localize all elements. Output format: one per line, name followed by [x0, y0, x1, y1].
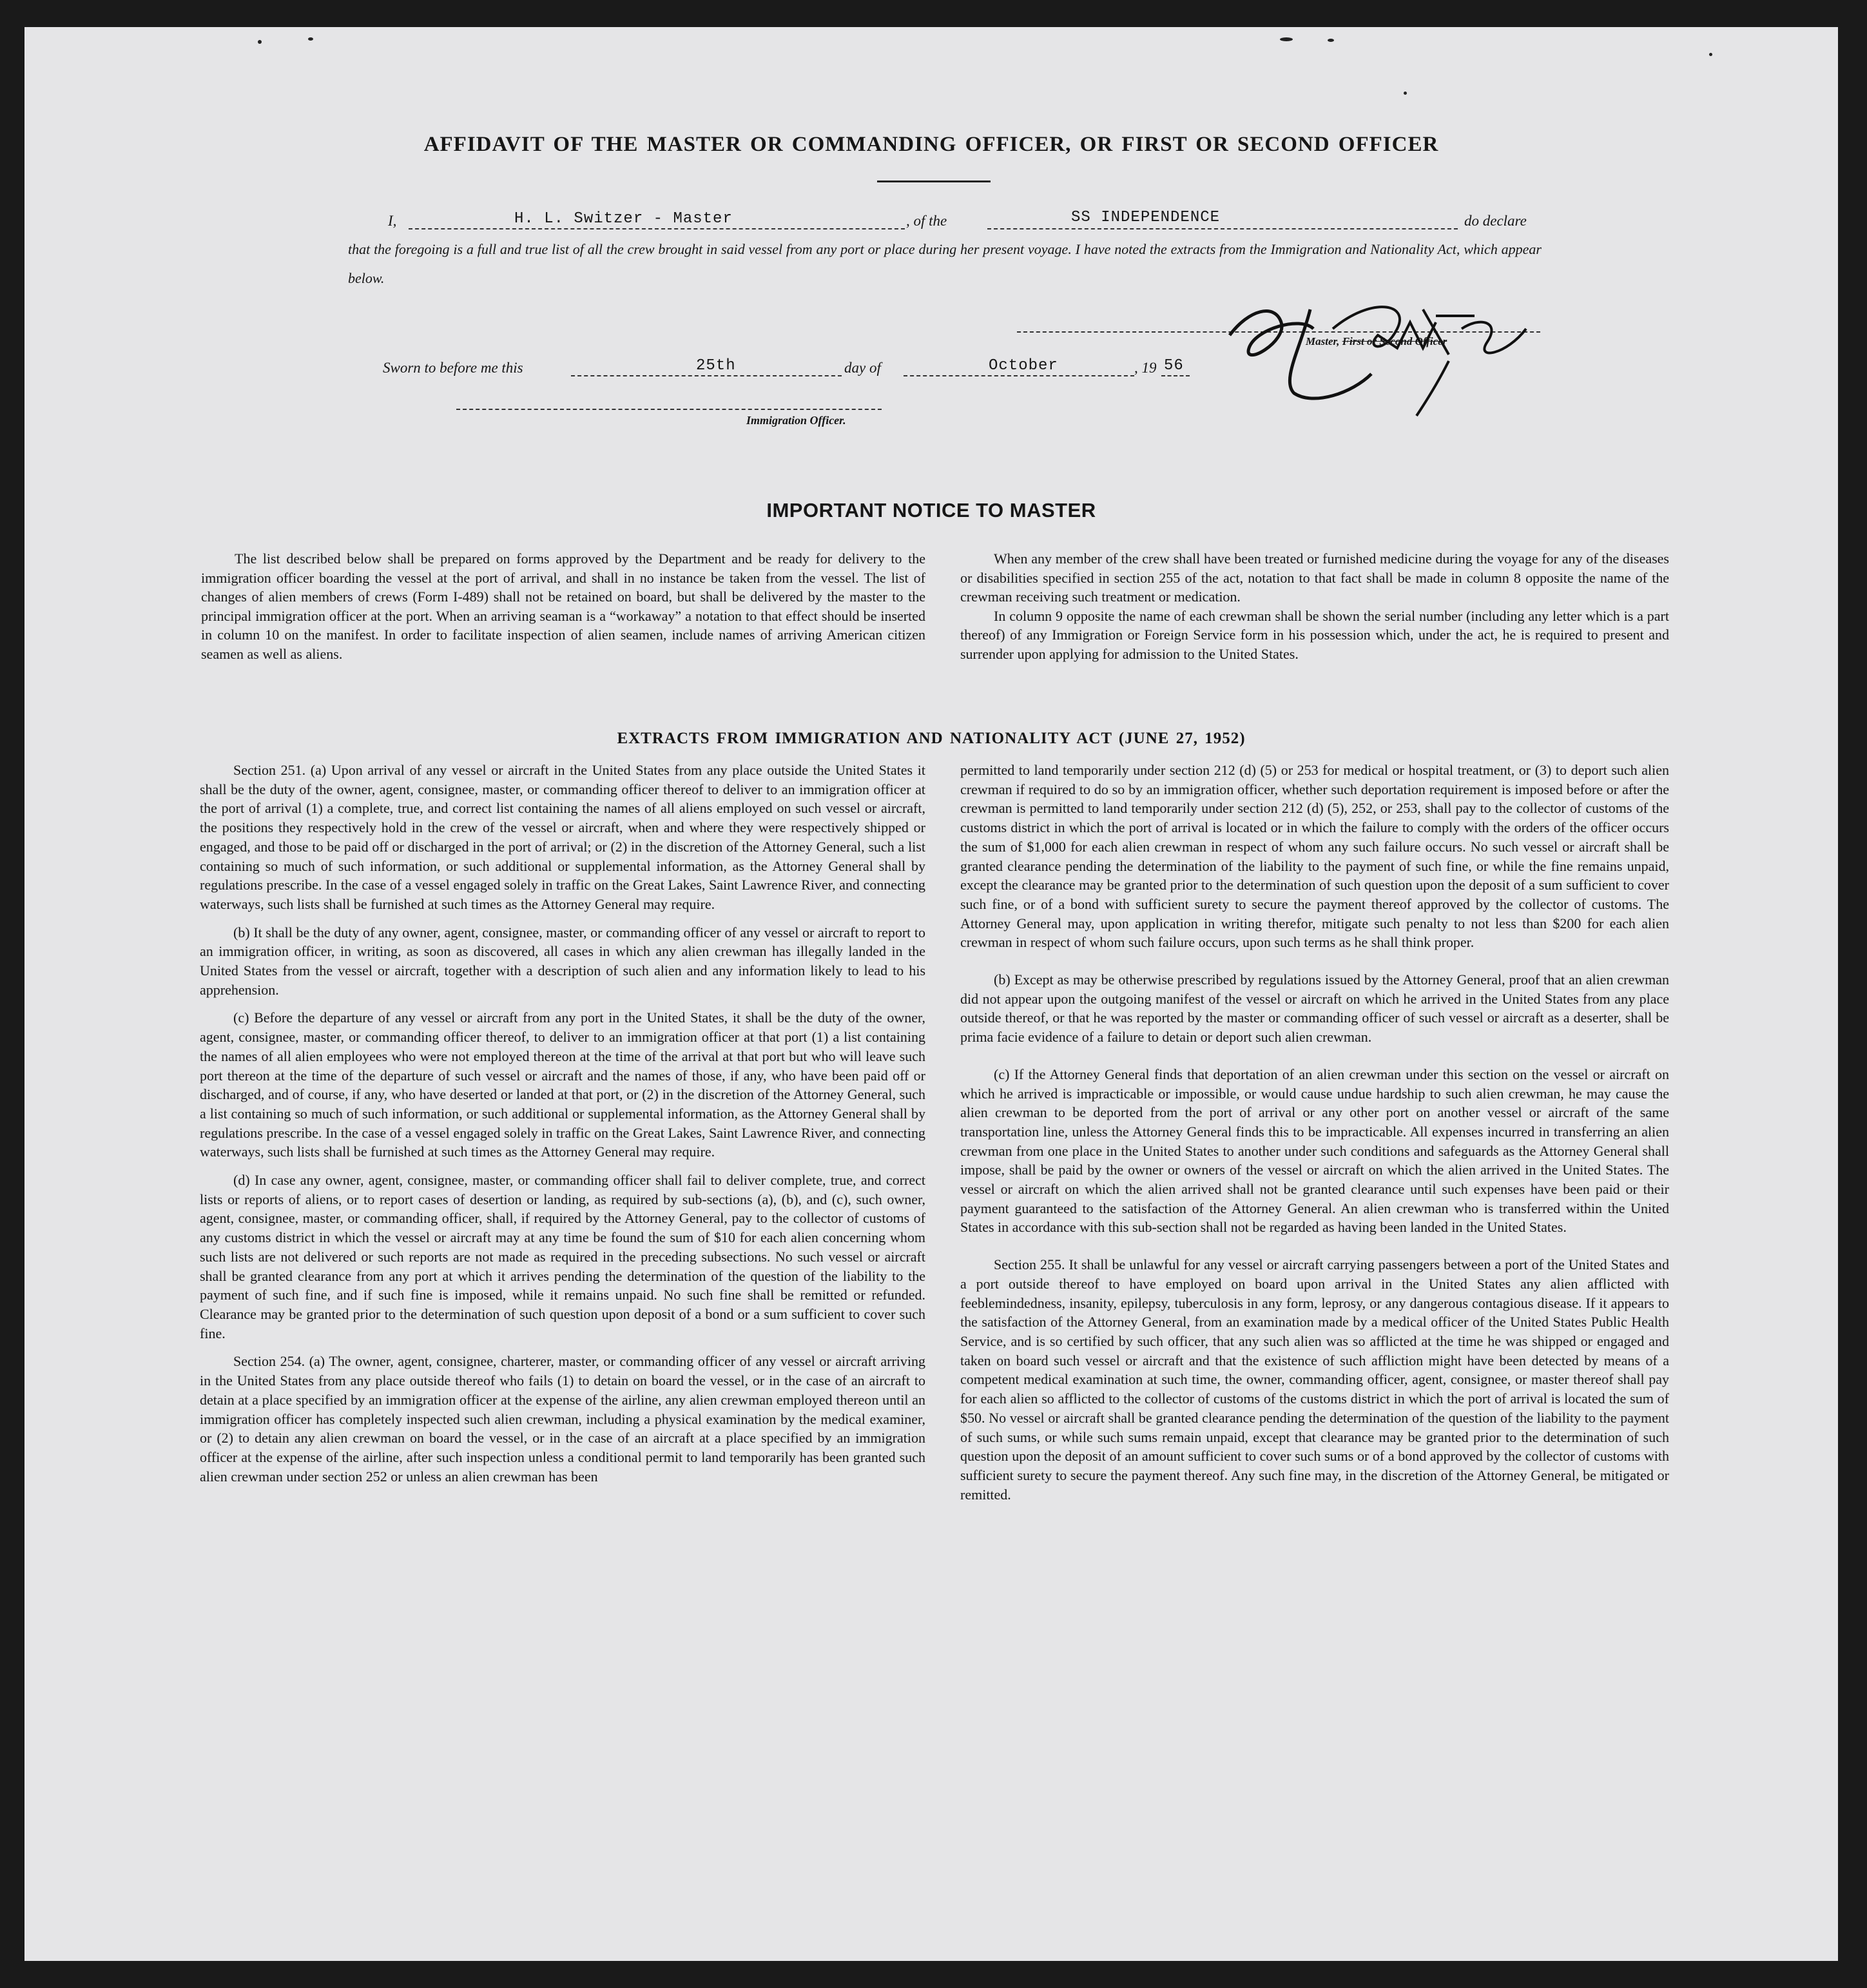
- notice-paragraph: When any member of the crew shall have been treated or furnished medicine during the voyage for any of the diseases or disabilities specified in section 255 of the act, notation to that fact shall be made in column 8 opposite the name of the crewman receiving such treatment or medication.: [960, 551, 1669, 605]
- section-254a-continued: permitted to land temporarily under section 212 (d) (5) or 253 for medical or hospital treatment, or (3) to deport such alien crewman if required to do so by an immigration officer, whether such deportation requirement is imposed before or after the crewman is permitted to land temporarily under section 212 (d) (5), 252, or 253, shall pay to the collector of customs of the customs district in which the port of arrival is located or in which the failure to comply with the orders of the officer occurs the sum of $1,000 for each alien crewman in respect of whom any such failure occurs. No such vessel or aircraft shall be granted clearance pending the determination of the liability to the payment of such fine, or while the fine remains unpaid, except the clearance may be granted prior to the determination of such question upon the deposit of a sum sufficient to cover such fine, or of a bond with sufficient surety to secure the payment thereof approved by the collector of customs. The Attorney General may, upon application in writing therefor, mitigate such penalty to not less than $200 for each alien crewman in respect of whom such failure occurs, upon such terms as he shall think proper.: [960, 762, 1669, 951]
- scan-speck: [1709, 53, 1712, 56]
- officer-caption: Immigration Officer.: [746, 414, 846, 427]
- sworn-line: [383, 356, 1221, 382]
- section-254b: (b) Except as may be otherwise prescribed by regulations issued by the Attorney General, proof that an alien crewman did not appear upon the outgoing manifest of the vessel or aircraft on which he arrived in the United States from any place outside thereof, or that he was reported by the master or commanding officer of such vessel or aircraft as a deserter, shall be prima facie evidence of a failure to detain or deport such alien crewman.: [960, 971, 1669, 1046]
- scan-speck: [258, 40, 262, 44]
- vessel-blank: [987, 228, 1458, 229]
- extracts-left-column: [200, 761, 925, 1486]
- sworn-prefix: Sworn to before me this: [383, 360, 523, 376]
- signature-caption: [1306, 335, 1447, 348]
- notice-paragraph: The list described below shall be prepared on forms approved by the Department and be ready for delivery to the immigration officer boarding the vessel at the port of arrival, and shall in no instance be taken from the vessel. The list of changes of alien members of crews (Form I-489) shall not be retained on board, but shall be delivered by the master to the principal immigration officer at the port. When an arriving seaman is a “workaway” a notation to that effect should be inserted in column 10 on the manifest. In order to facilitate inspection of alien seamen, include names of arriving American citizen seamen as well as aliens.: [201, 551, 925, 662]
- scan-speck: [1280, 37, 1293, 41]
- notice-paragraph: In column 9 opposite the name of each crewman shall be shown the serial number (including any letter which is a part thereof) of any Immigration or Foreign Service form in his possession which, under the act, he is required to present and surrender upon applying for admission to the United States.: [960, 607, 1669, 662]
- day-of-label: day of: [844, 360, 881, 376]
- section-255: Section 255. It shall be unlawful for any vessel or aircraft carrying passengers between a port of the United States and a port outside thereof to have employed on board upon arrival in the United States any alien afflicted with feeblemindedness, insanity, epilepsy, tuberculosis in any form, leprosy, or any dangerous contagious disease. If it appears to the satisfaction of the Attorney General, from an examination made by a medical officer of the United States Public Health Service, and is so certified by such officer, that any such alien was so afflicted at the time he was shipped or engaged and taken on board such vessel or aircraft and that the existence of such affliction might have been detected by means of a competent medical examination at such time, the owner, commanding officer, agent, consignee, or master thereof shall pay for each alien so afflicted to the collector of customs of the customs district in which the port of arrival is located the sum of $50. No vessel or aircraft shall be granted clearance pending the determination of the question of the liability to the payment of such sums, or while such sums remain unpaid, except that clearance may be granted prior to the determination of such question upon the deposit of an amount sufficient to cover such sums or of a bond approved by the collector of customs with sufficient surety to secure the payment thereof. Any such fine may, in the discretion of the Attorney General, be mitigated or remitted.: [960, 1256, 1669, 1503]
- caption-struck: First or Second Officer: [1342, 335, 1447, 347]
- section-254a: Section 254. (a) The owner, agent, consignee, charterer, master, or commanding officer of any vessel or aircraft arriving in the United States from any place outside thereof who fails (1) to detain on board the vessel, or in the case of an aircraft to detain at a place specified by an immigration officer at the expense of the airline, any alien crewman employed thereon until an immigration officer has completely inspected such alien crewman, including a physical examination by the medical examiner, or (2) to detain any alien crewman on board the vessel, or in the case of an aircraft at a place specified by an immigration officer at the expense of the airline, after such inspection unless a conditional permit to land temporarily has been granted such alien crewman under section 252 or unless an alien crewman has been: [200, 1353, 925, 1485]
- vessel-name-field: SS INDEPENDENCE: [1071, 209, 1221, 226]
- day-blank: [571, 375, 842, 376]
- title-rule: [877, 180, 991, 182]
- document-page: [24, 27, 1838, 1961]
- sworn-year-field: 56: [1164, 357, 1184, 375]
- section-251a: Section 251. (a) Upon arrival of any vessel or aircraft in the United States from any place outside the United States it shall be the duty of the owner, agent, consignee, master, or commanding officer thereof to deliver to an immigration officer at the port of arrival (1) a complete, true, and correct list containing the names of all aliens employed on such vessel or aircraft, the positions they respectively hold in the crew of the vessel or aircraft, when and where they were respectively shipped or engaged, and those to be paid off or discharged in the port of arrival; or (2) in the discretion of the Attorney General, such a list containing so much of such information, or such additional or supplemental information, as the Attorney General shall by regulations prescribe. In the case of a vessel engaged solely in traffic on the Great Lakes, Saint Lawrence River, and connecting waterways, such lists shall be furnished at such times as the Attorney General may require.: [200, 762, 925, 912]
- notice-title: IMPORTANT NOTICE TO MASTER: [766, 499, 1096, 521]
- scan-speck: [308, 37, 313, 41]
- declaration-line: [388, 209, 1542, 235]
- notice-left-column: [201, 549, 925, 663]
- declarant-name-field: H. L. Switzer - Master: [514, 210, 733, 228]
- extracts-right-column: [960, 761, 1669, 1504]
- name-blank: [409, 228, 905, 229]
- sworn-day-field: 25th: [696, 357, 736, 375]
- year-prefix: , 19: [1134, 360, 1157, 376]
- affidavit-title: AFFIDAVIT OF THE MASTER OR COMMANDING OFFICER, OR FIRST OR SECOND OFFICER: [423, 133, 1439, 156]
- sworn-month-field: October: [989, 357, 1058, 375]
- section-251b: (b) It shall be the duty of any owner, agent, consignee, master, or commanding officer of any vessel or aircraft to report to an immigration officer, in writing, as soon as discovered, all cases in which any alien crewman has illegally landed in the United States from the vessel or aircraft, together with a description of such alien and any information likely to lead to his apprehension.: [200, 924, 925, 998]
- do-declare-label: do declare: [1464, 213, 1527, 229]
- section-251d: (d) In case any owner, agent, consignee, master, or commanding officer shall fail to deliver complete, true, and correct lists or reports of aliens, or to report cases of desertion or landing, as required by sub-sections (a), (b), and (c), such owner, agent, consignee, master, or commanding officer, shall, if required by the Attorney General, pay to the collector of customs of any customs district in which the vessel or aircraft may at any time be found the sum of $10 for each alien concerning whom such lists are not delivered or such reports are not made as required in the preceding subsections. No such vessel or aircraft shall be granted clearance from any port at which it arrives pending the determination of the question of the liability to the payment of such fine, and if such fine is imposed, while it remains unpaid. No such fine shall be remitted or refunded. Clearance may be granted prior to the determination of such question upon deposit of a bond or a sum sufficient to cover such fine.: [200, 1172, 925, 1341]
- notice-right-column: [960, 549, 1669, 663]
- affidavit-statement: that the foregoing is a full and true list of all the crew brought in said vessel from any port or place during her present voyage. I have noted the extracts from the Immigration and Nationality Act, which appear below.: [348, 241, 1542, 286]
- extracts-title: EXTRACTS FROM IMMIGRATION AND NATIONALITY ACT (JUNE 27, 1952): [617, 730, 1246, 747]
- officer-line: [456, 409, 882, 410]
- of-the-label: , of the: [906, 213, 947, 229]
- scan-speck: [1404, 92, 1407, 95]
- caption-master: Master,: [1306, 335, 1340, 347]
- month-blank: [904, 375, 1134, 376]
- scan-speck: [1328, 39, 1334, 42]
- declare-prefix: I,: [388, 213, 397, 229]
- section-251c: (c) Before the departure of any vessel or aircraft from any port in the United States, it shall be the duty of the owner, agent, consignee, master, or commanding officer thereof, to deliver to an immigration officer at that port (1) a list containing the names of all alien employees who were not employed thereon at the time of the arrival at that port but who will leave such port thereon at the time of the departure of such vessel or aircraft and the names of those, if any, who have been paid off or discharged, and of course, if any, who have deserted or landed at that port, or (2) in the discretion of the Attorney General, such a list containing so much of such information, or such additional or supplemental information, as the Attorney General shall by regulations prescribe. In the case of a vessel engaged solely in traffic on the Great Lakes, Saint Lawrence River, and connecting waterways, such lists shall be furnished at such times as the Attorney General may require.: [200, 1009, 925, 1160]
- year-blank: [1161, 375, 1190, 376]
- section-254c: (c) If the Attorney General finds that deportation of an alien crewman under this section on the vessel or aircraft on which he arrived is impracticable or impossible, or would cause undue hardship to such alien crewman, he may cause the alien crewman to be deported from the port of arrival or any other port on another vessel or aircraft of the same transportation line, unless the Attorney General finds this to be impracticable. All expenses incurred in transferring an alien crewman from one place in the United States to another under such conditions and safeguards as the Attorney General shall impose, shall be paid by the owner or owners of the vessel or aircraft on which the alien arrived in the United States. The vessel or aircraft on which the alien arrived shall not be granted clearance until such expenses have been paid or their payment guaranteed to the satisfaction of the Attorney General. An alien crewman who is transferred within the United States in accordance with this sub-section shall not be regarded as having been landed in the United States.: [960, 1066, 1669, 1236]
